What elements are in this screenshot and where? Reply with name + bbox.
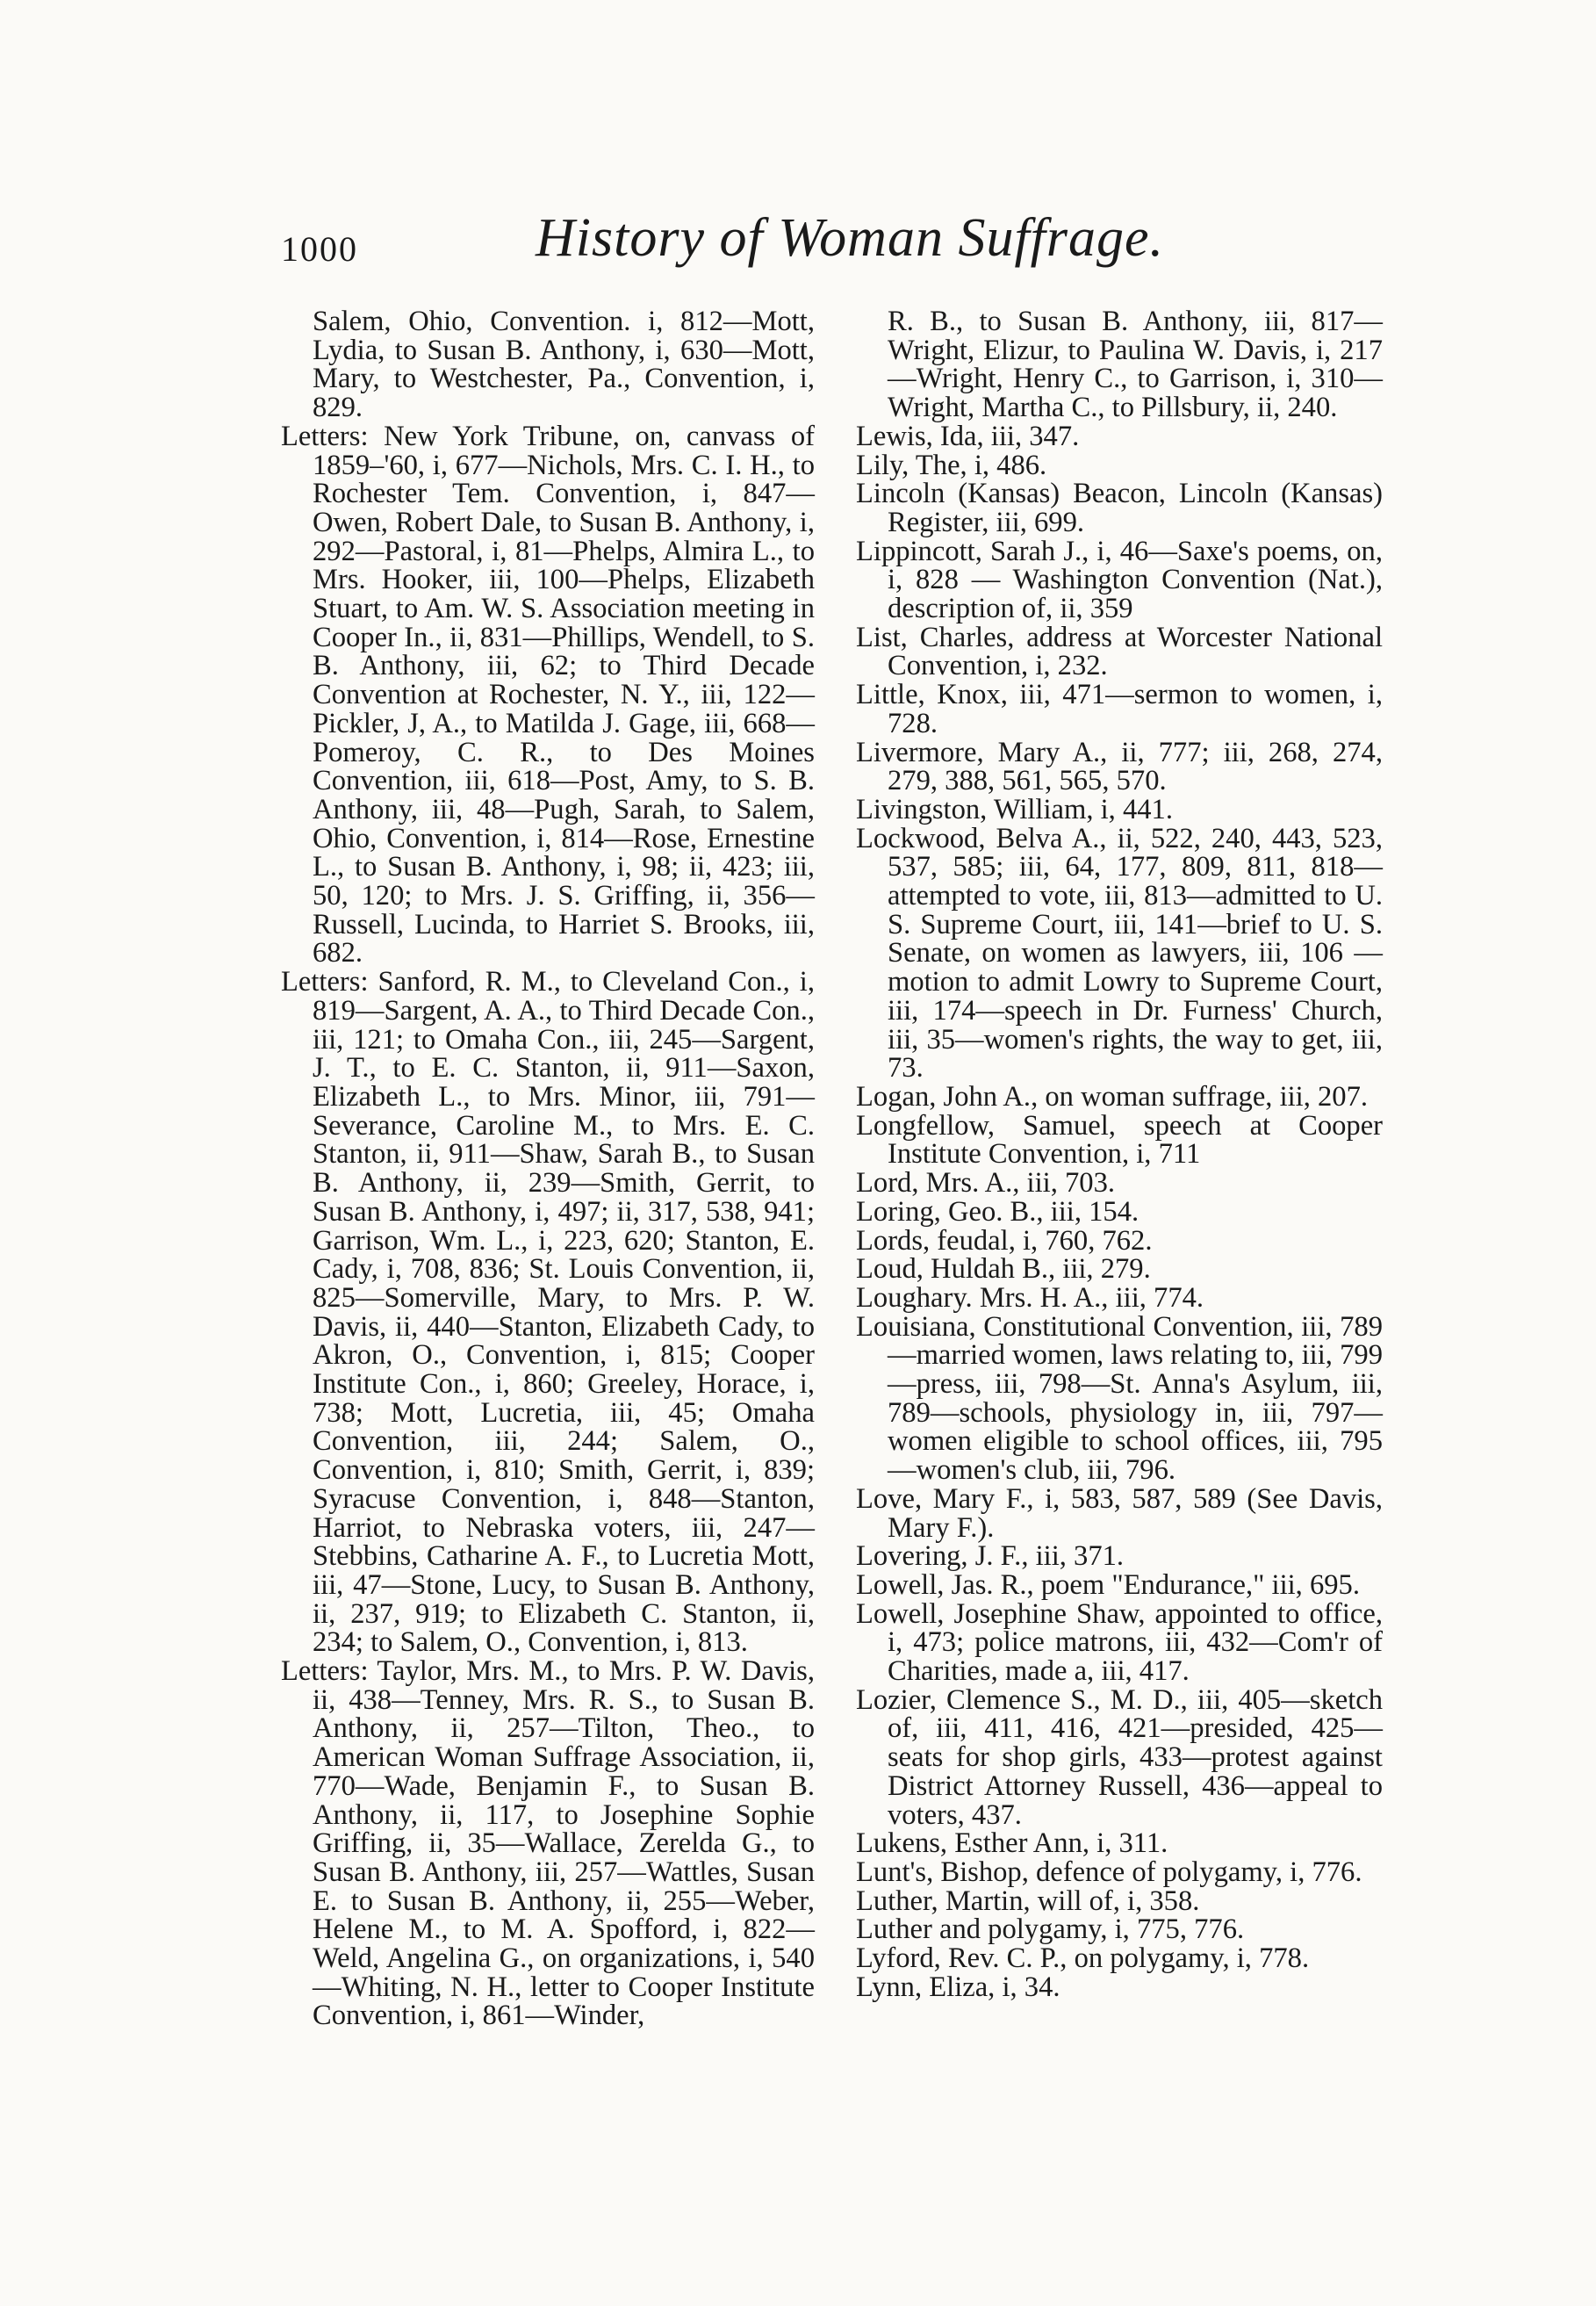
index-entry: Lunt's, Bishop, defence of polygamy, i, 776. xyxy=(856,1856,1362,1888)
index-entry: Lowell, Jas. R., poem "Endurance," iii, 695. xyxy=(856,1568,1360,1601)
index-column-right xyxy=(856,307,1383,2001)
index-entry: Logan, John A., on woman suffrage, iii, 207. xyxy=(856,1080,1369,1113)
index-entry: Livingston, William, i, 441. xyxy=(856,793,1173,825)
index-entry: Longfellow, Samuel, speech at Cooper Institute Convention, i, 711 xyxy=(856,1109,1383,1171)
index-entry: Loring, Geo. B., iii, 154. xyxy=(856,1195,1139,1228)
index-entry: Lukens, Esther Ann, i, 311. xyxy=(856,1827,1168,1860)
index-entry: Luther and polygamy, i, 775, 776. xyxy=(856,1913,1245,1946)
index-entry: Lynn, Eliza, i, 34. xyxy=(856,1971,1060,2003)
index-entry: Livermore, Mary A., ii, 777; iii, 268, 274, 279, 388, 561, 565, 570. xyxy=(856,736,1383,797)
index-entry: Lippincott, Sarah J., i, 46—Saxe's poems, on, i, 828 — Washington Convention (Nat.), description of, ii, 359 xyxy=(856,535,1383,625)
page-number: 1000 xyxy=(281,229,358,269)
index-entry: Letters: Taylor, Mrs. M., to Mrs. P. W. Davis, ii, 438—Tenney, Mrs. R. S., to Susan B. Anthony, ii, 257—Tilton, Theo., to American Woman Suffrage Association, ii, 770—Wade, Benjamin F., to Susan B. Anthony, ii, 117, to Josephine Sophie Griffing, ii, 35—Wallace, Zerelda G., to Susan B. Anthony, iii, 257—Wattles, Susan E. to Susan B. Anthony, ii, 255—Weber, Helene M., to M. A. Spofford, i, 822—Weld, Angelina G., on organizations, i, 540—Whiting, N. H., letter to Cooper Institute Convention, i, 861—Winder, xyxy=(281,1655,815,2032)
index-entry: Lockwood, Belva A., ii, 522, 240, 443, 523, 537, 585; iii, 64, 177, 809, 811, 818—attempted to vote, iii, 813—admitted to U. S. Supreme Court, iii, 141—brief to U. S. Senate, on women as lawyers, iii, 106 — motion to admit Lowry to Supreme Court, iii, 174—speech in Dr. Furness' Church, iii, 35—women's rights, the way to get, iii, 73. xyxy=(856,822,1383,1085)
index-entry: Luther, Martin, will of, i, 358. xyxy=(856,1884,1200,1917)
index-entry: Lovering, J. F., iii, 371. xyxy=(856,1540,1125,1573)
index-entry: Little, Knox, iii, 471—sermon to women, i, 728. xyxy=(856,679,1383,739)
index-entry: Lincoln (Kansas) Beacon, Lincoln (Kansas) Register, iii, 699. xyxy=(856,478,1383,538)
index-entry: Letters: New York Tribune, on, canvass of 1859–'60, i, 677—Nichols, Mrs. C. I. H., to Rochester Tem. Convention, i, 847—Owen, Robert Dale, to Susan B. Anthony, i, 292—Pastoral, i, 81—Phelps, Almira L., to Mrs. Hooker, iii, 100—Phelps, Elizabeth Stuart, to Am. W. S. Association meeting in Cooper In., ii, 831—Phillips, Wendell, to S. B. Anthony, iii, 62; to Third Decade Convention at Rochester, N. Y., iii, 122—Pickler, J, A., to Matilda J. Gage, iii, 668—Pomeroy, C. R., to Des Moines Convention, iii, 618—Post, Amy, to S. B. Anthony, iii, 48—Pugh, Sarah, to Salem, Ohio, Convention, i, 814—Rose, Ernestine L., to Susan B. Anthony, i, 98; ii, 423; iii, 50, 120; to Mrs. J. S. Griffing, ii, 356—Russell, Lucinda, to Harriet S. Brooks, iii, 682. xyxy=(281,420,815,969)
index-entry: R. B., to Susan B. Anthony, iii, 817—Wright, Elizur, to Paulina W. Davis, i, 217—Wright, Henry C., to Garrison, i, 310—Wright, Martha C., to Pillsbury, ii, 240. xyxy=(888,306,1383,424)
index-column-left xyxy=(281,307,815,2030)
index-entry: Lewis, Ida, iii, 347. xyxy=(856,420,1080,452)
index-entry: Love, Mary F., i, 583, 587, 589 (See Davis, Mary F.). xyxy=(856,1482,1383,1544)
index-entry: Lozier, Clemence S., M. D., iii, 405—sketch of, iii, 411, 416, 421—presided, 425—seats for shop girls, 433—protest against District Attorney Russell, 436—appeal to voters, 437. xyxy=(856,1683,1383,1831)
index-entry: Louisiana, Constitutional Convention, iii, 789—married women, laws relating to, iii, 799—press, iii, 798—St. Anna's Asylum, iii, 789—schools, physiology in, iii, 797—women eligible to school offices, iii, 795—women's club, iii, 796. xyxy=(856,1310,1383,1487)
index-entry: Loud, Huldah B., iii, 279. xyxy=(856,1253,1151,1286)
index-entry: Letters: Sanford, R. M., to Cleveland Con., i, 819—Sargent, A. A., to Third Decade Con., iii, 121; to Omaha Con., iii, 245—Sargent, J. T., to E. C. Stanton, ii, 911—Saxon, Elizabeth L., to Mrs. Minor, iii, 791—Severance, Caroline M., to Mrs. E. C. Stanton, ii, 911—Shaw, Sarah B., to Susan B. Anthony, ii, 239—Smith, Gerrit, to Susan B. Anthony, i, 497; ii, 317, 538, 941; Garrison, Wm. L., i, 223, 620; Stanton, E. Cady, i, 708, 836; St. Louis Convention, ii, 825—Somerville, Mary, to Mrs. P. W. Davis, ii, 440—Stanton, Elizabeth Cady, to Akron, O., Convention, i, 815; Cooper Institute Con., i, 860; Greeley, Horace, i, 738; Mott, Lucretia, iii, 45; Omaha Convention, iii, 244; Salem, O., Convention, i, 810; Smith, Gerrit, i, 839; Syracuse Convention, i, 848—Stanton, Harriot, to Nebraska voters, iii, 247—Stebbins, Catharine A. F., to Lucretia Mott, iii, 47—Stone, Lucy, to Susan B. Anthony, ii, 237, 919; to Elizabeth C. Stanton, ii, 234; to Salem, O., Convention, i, 813. xyxy=(281,966,815,1659)
index-entry: Lord, Mrs. A., iii, 703. xyxy=(856,1167,1116,1200)
index-entry: Lyford, Rev. C. P., on polygamy, i, 778. xyxy=(856,1942,1310,1975)
index-entry: Loughary. Mrs. H. A., iii, 774. xyxy=(856,1281,1204,1314)
index-entry: Lily, The, i, 486. xyxy=(856,449,1047,481)
page-header xyxy=(281,204,1387,274)
index-entry: Lords, feudal, i, 760, 762. xyxy=(856,1224,1153,1257)
index-entry: Salem, Ohio, Convention. i, 812—Mott, Lydia, to Susan B. Anthony, i, 630—Mott, Mary, to Westchester, Pa., Convention, i, 829. xyxy=(313,306,815,424)
index-entry: Lowell, Josephine Shaw, appointed to office, i, 473; police matrons, iii, 432—Com'r of Charities, made a, iii, 417. xyxy=(856,1597,1383,1688)
index-entry: List, Charles, address at Worcester National Convention, i, 232. xyxy=(856,621,1383,682)
running-title: History of Woman Suffrage. xyxy=(536,208,1165,268)
